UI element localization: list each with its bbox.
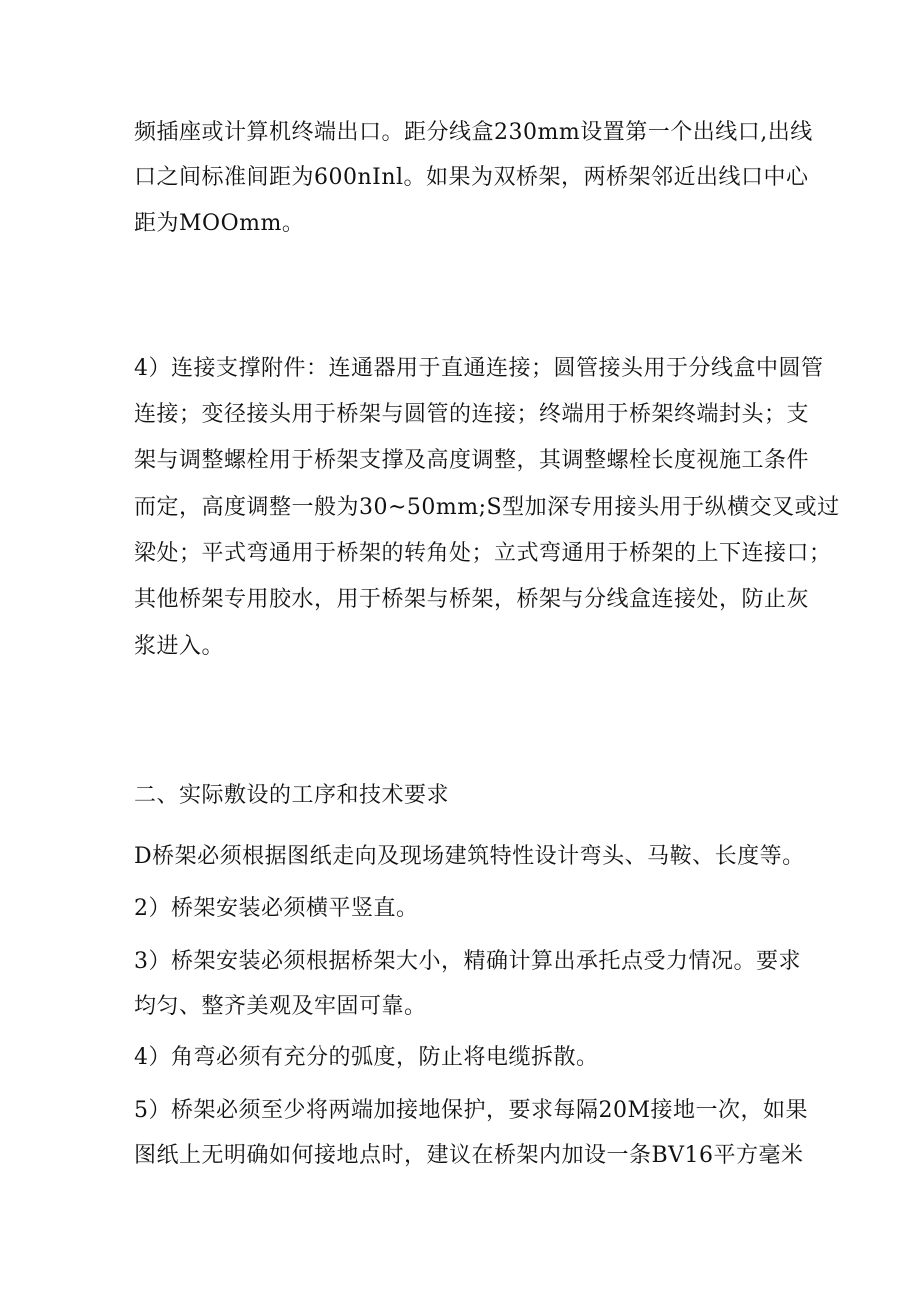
text-line: 4）连接支撑附件：连通器用于直通连接；圆管接头用于分线盒中圆管 — [134, 356, 824, 381]
list-item: 均匀、整齐美观及牢固可靠。 — [134, 994, 427, 1019]
text-line: 架与调整螺栓用于桥架支撑及高度调整，其调整螺栓长度视施工条件 — [134, 448, 810, 473]
text-line: 连接；变径接头用于桥架与圆管的连接；终端用于桥架终端封头；支 — [134, 402, 810, 427]
text-line: 距为MOOmm。 — [134, 211, 305, 236]
list-item: 图纸上无明确如何接地点时，建议在桥架内加设一条BV16平方毫米 — [134, 1143, 804, 1168]
list-item: 4）角弯必须有充分的弧度，防止将电缆拆散。 — [134, 1045, 599, 1070]
list-item: 3）桥架安装必须根据桥架大小，精确计算出承托点受力情况。要求 — [134, 949, 801, 974]
list-item: 2）桥架安装必须横平竖直。 — [134, 896, 419, 921]
text-line: 口之间标准间距为600nInl。如果为双桥架，两桥架邻近出线口中心 — [134, 165, 809, 190]
section-heading: 二、实际敷设的工序和技术要求 — [134, 783, 450, 808]
text-line: 梁处；平式弯通用于桥架的转角处；立式弯通用于桥架的上下连接口； — [134, 541, 832, 566]
text-line: 浆进入。 — [134, 634, 225, 659]
text-line: 而定，高度调整一般为30~50mm;S型加深专用接头用于纵横交叉或过 — [134, 495, 840, 520]
text-line: 频插座或计算机终端出口。距分线盒230mm设置第一个出线口,出线 — [134, 120, 813, 145]
list-item: D桥架必须根据图纸走向及现场建筑特性设计弯头、马鞍、长度等。 — [134, 844, 805, 869]
text-line: 其他桥架专用胶水，用于桥架与桥架，桥架与分线盒连接处，防止灰 — [134, 587, 810, 612]
list-item: 5）桥架必须至少将两端加接地保护，要求每隔20M接地一次，如果 — [134, 1098, 809, 1123]
